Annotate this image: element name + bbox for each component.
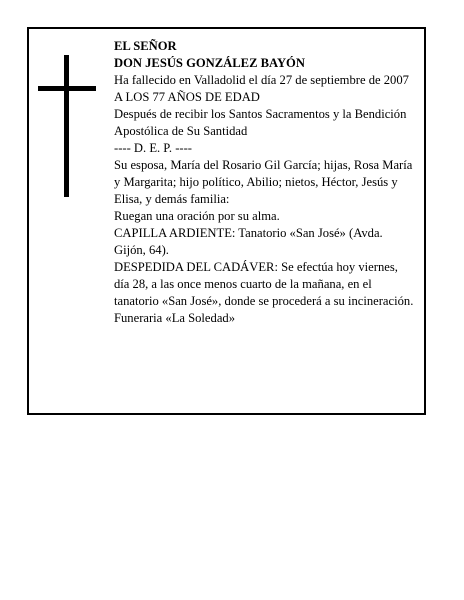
farewell-info: DESPEDIDA DEL CADÁVER: Se efectúa hoy viernes, día 28, a las once menos cuarto de la mañana, en el tanatorio «San José», donde se procederá a su incineración.: [114, 260, 414, 308]
cross-vertical-bar: [64, 55, 69, 197]
cross-horizontal-bar: [38, 86, 96, 91]
deceased-title: EL SEÑOR: [114, 39, 177, 53]
prayer-text: Ruegan una oración por su alma.: [114, 209, 280, 223]
obituary-text: [114, 38, 416, 327]
rip-line: ---- D. E. P. ----: [114, 141, 192, 155]
family-text: Su esposa, María del Rosario Gil García; hijas, Rosa María y Margarita; hijo político, Abilio; nietos, Héctor, Jesús y Elisa, y demás familia:: [114, 158, 413, 206]
age-at-death: A LOS 77 AÑOS DE EDAD: [114, 90, 260, 104]
funeral-home: Funeraria «La Soledad»: [114, 311, 235, 325]
latin-cross-icon: [38, 55, 96, 197]
sacraments-text: Después de recibir los Santos Sacramentos y la Bendición Apostólica de Su Santidad: [114, 107, 407, 138]
chapel-info: CAPILLA ARDIENTE: Tanatorio «San José» (Avda. Gijón, 64).: [114, 226, 383, 257]
deceased-name: DON JESÚS GONZÁLEZ BAYÓN: [114, 56, 305, 70]
death-info: Ha fallecido en Valladolid el día 27 de septiembre de 2007: [114, 73, 409, 87]
